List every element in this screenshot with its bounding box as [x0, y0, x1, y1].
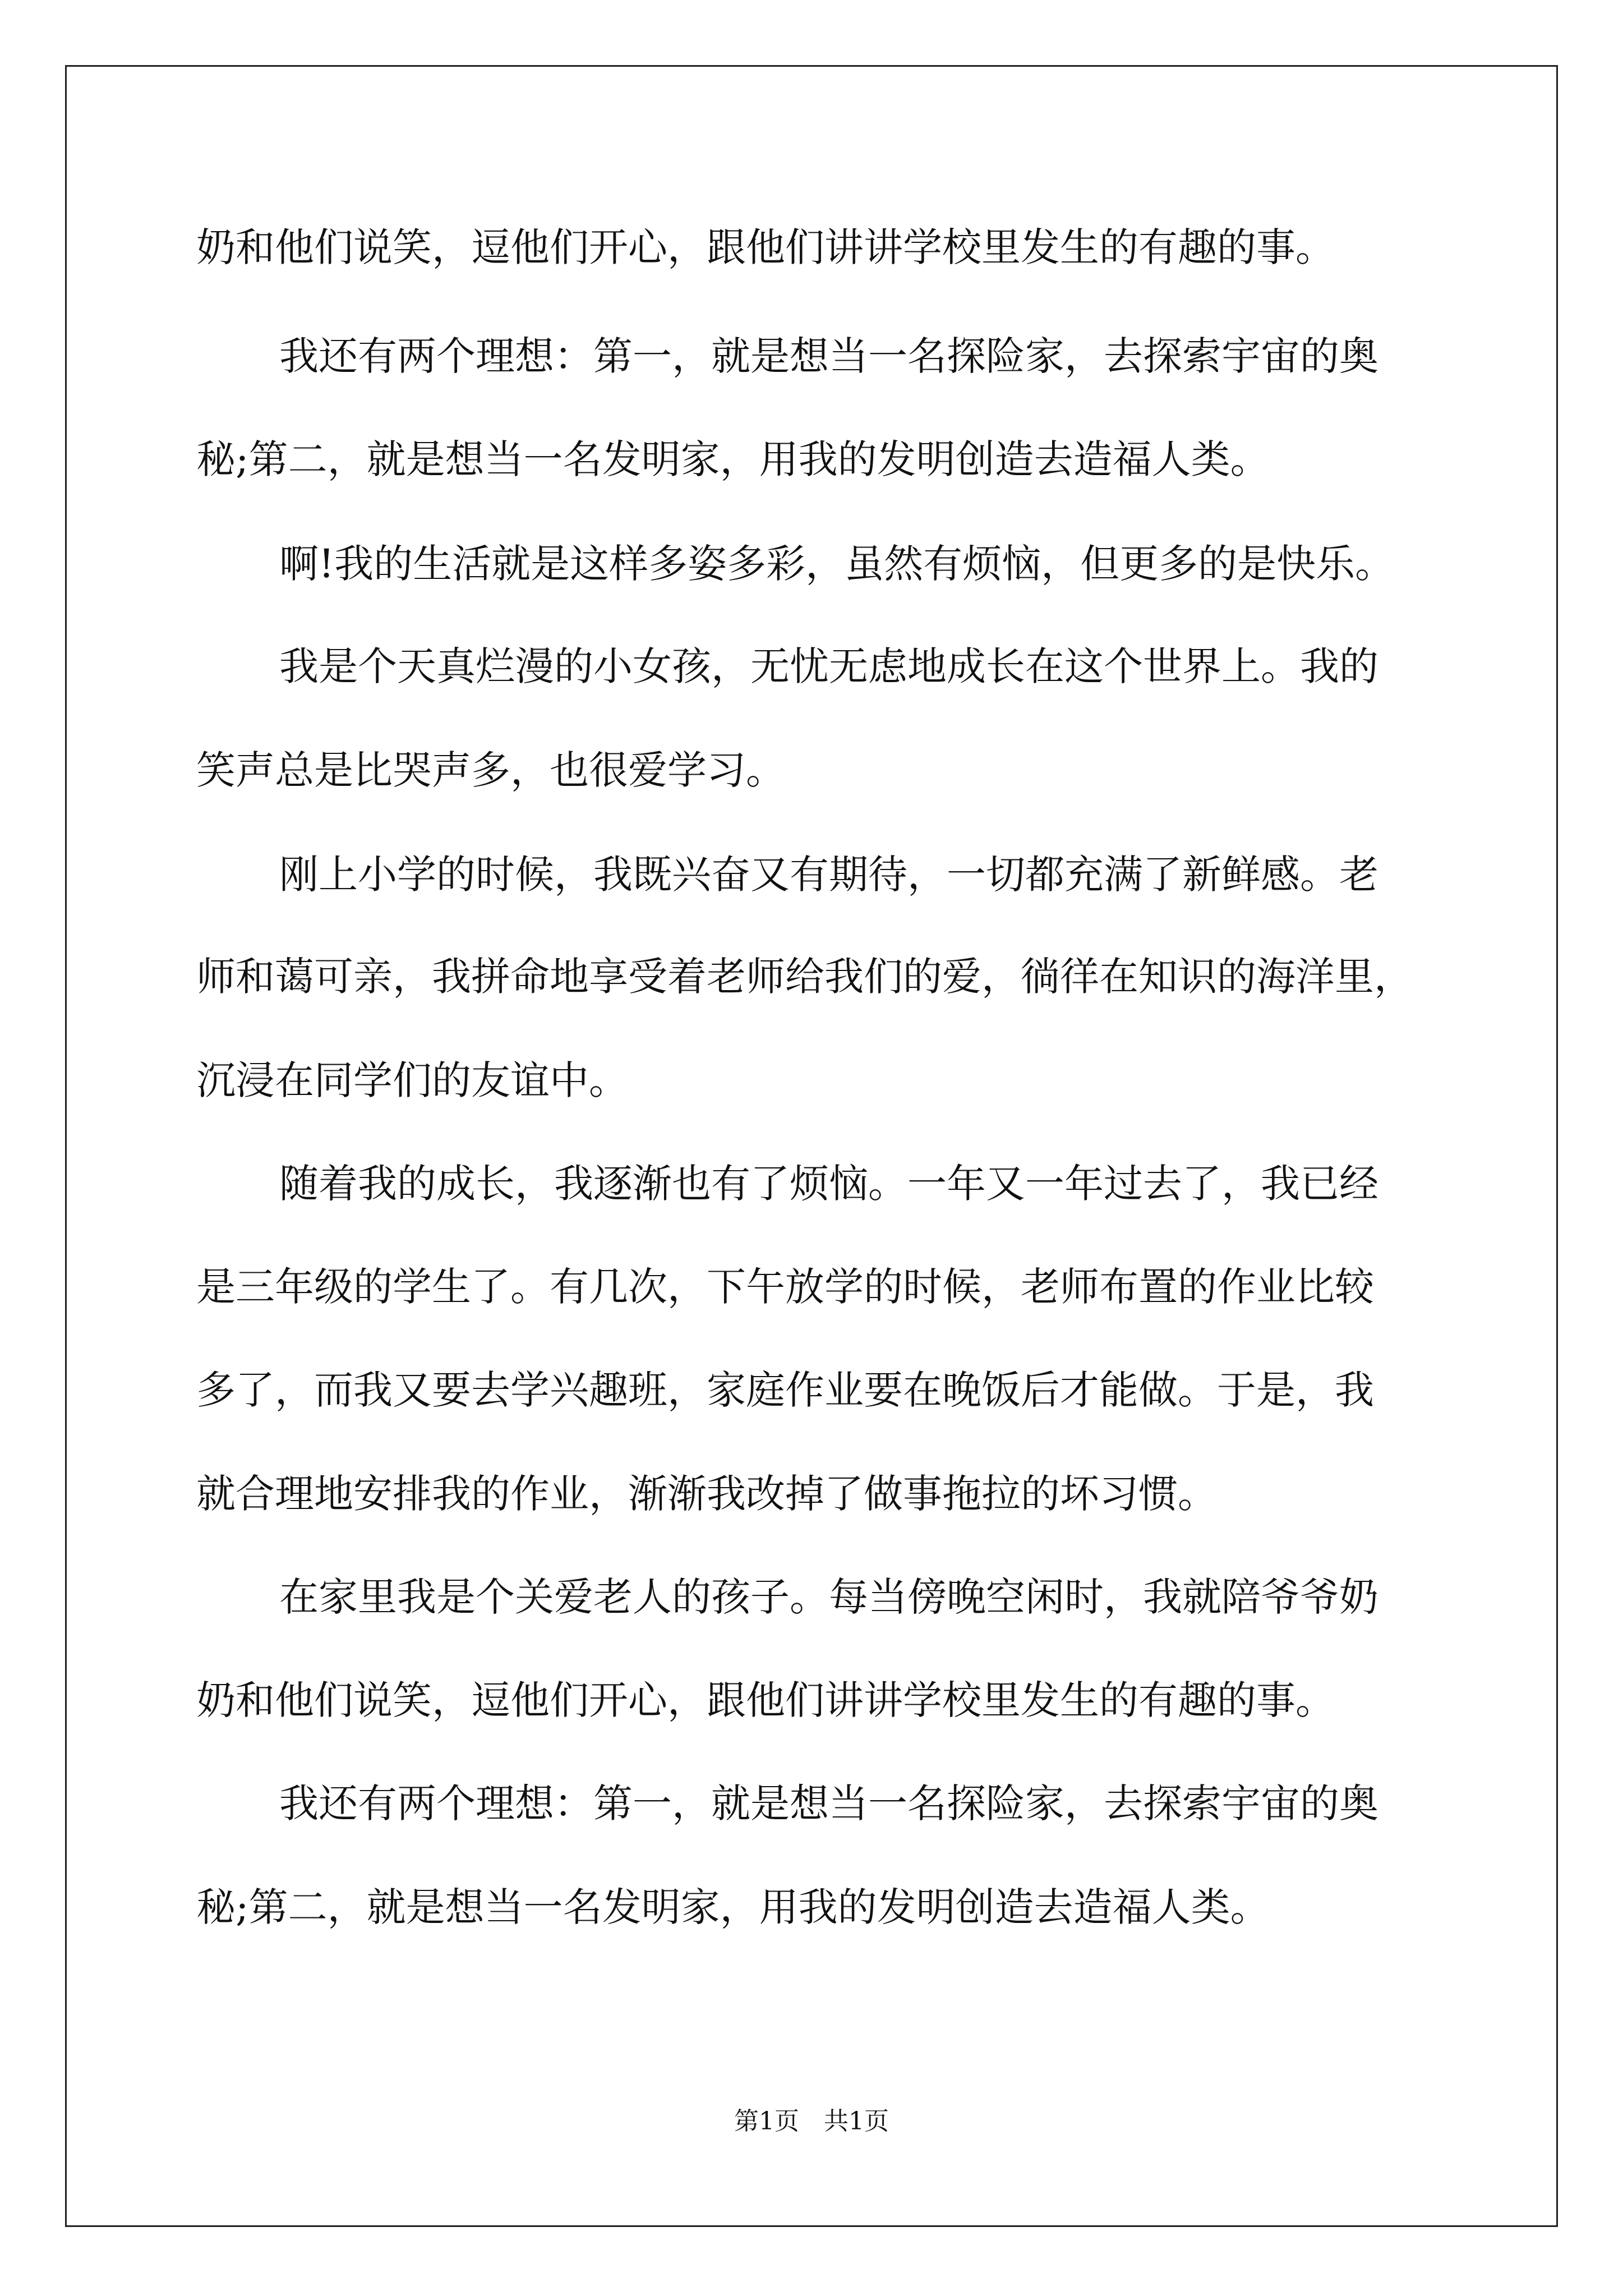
text-line: 奶和他们说笑，逗他们开心，跟他们讲讲学校里发生的有趣的事。 — [196, 224, 1335, 270]
text-line: 我是个天真烂漫的小女孩，无忧无虑地成长在这个世界上。我的 — [279, 643, 1378, 689]
text-line: 就合理地安排我的作业，渐渐我改掉了做事拖拉的坏习惯。 — [196, 1471, 1217, 1517]
text-line: 秘;第二，就是想当一名发明家，用我的发明创造去造福人类。 — [196, 436, 1270, 482]
text-line: 随着我的成长，我逐渐也有了烦恼。一年又一年过去了，我已经 — [279, 1161, 1378, 1207]
text-line: 奶和他们说笑，逗他们开心，跟他们讲讲学校里发生的有趣的事。 — [196, 1677, 1335, 1723]
text-line: 我还有两个理想：第一，就是想当一名探险家，去探索宇宙的奥 — [279, 1780, 1378, 1826]
text-line: 在家里我是个关爱老人的孩子。每当傍晚空闲时，我就陪爷爷奶 — [279, 1574, 1378, 1620]
text-line: 我还有两个理想：第一，就是想当一名探险家，去探索宇宙的奥 — [279, 333, 1378, 379]
page-number-footer: 第1页 共1页 — [734, 2107, 889, 2136]
text-line: 秘;第二，就是想当一名发明家，用我的发明创造去造福人类。 — [196, 1884, 1270, 1930]
text-line: 是三年级的学生了。有几次，下午放学的时候，老师布置的作业比较 — [196, 1264, 1374, 1310]
text-line: 沉浸在同学们的友谊中。 — [196, 1057, 628, 1103]
text-line: 师和蔼可亲，我拼命地享受着老师给我们的爱，徜徉在知识的海洋里， — [196, 954, 1413, 1000]
text-line: 多了，而我又要去学兴趣班，家庭作业要在晚饭后才能做。于是，我 — [196, 1367, 1374, 1413]
text-line: 笑声总是比哭声多，也很爱学习。 — [196, 747, 785, 793]
text-line: 啊!我的生活就是这样多姿多彩，虽然有烦恼，但更多的是快乐。 — [279, 541, 1395, 587]
text-line: 刚上小学的时候，我既兴奋又有期待，一切都充满了新鲜感。老 — [279, 852, 1378, 898]
